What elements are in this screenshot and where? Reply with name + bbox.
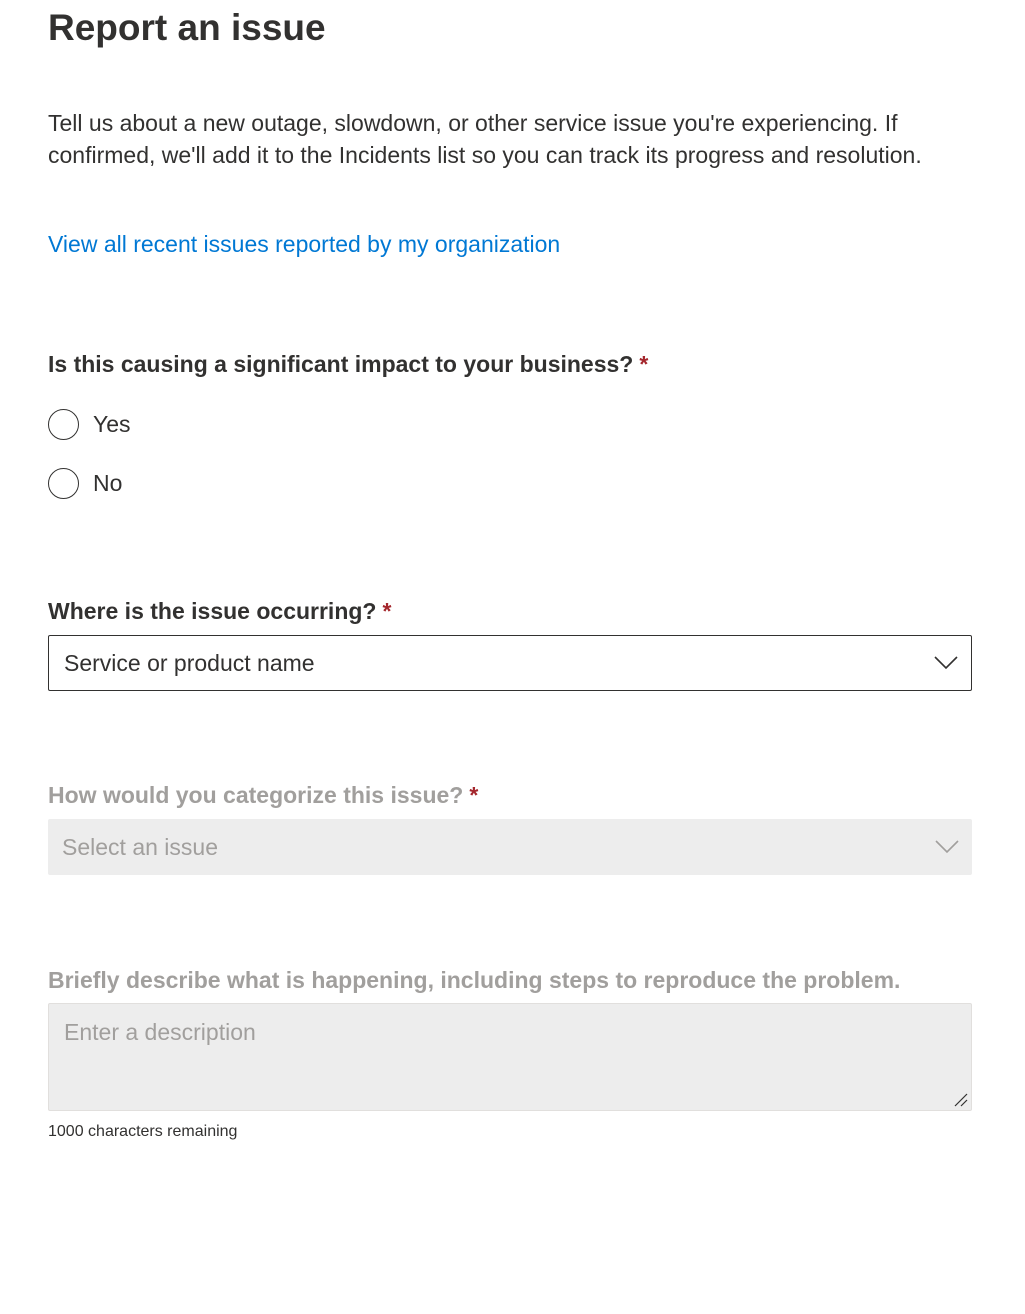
service-product-dropdown-text[interactable]: Service or product name — [64, 650, 315, 676]
category-question-text: How would you categorize this issue? — [48, 782, 464, 808]
characters-remaining-counter: 1000 characters remaining — [48, 1123, 238, 1140]
issue-category-dropdown-text: Select an issue — [62, 834, 218, 860]
intro-text: Tell us about a new outage, slowdown, or other service issue you're experiencing. If confirmed, we'll add it to the Incidents list so you can track its progress and resolution. — [48, 110, 922, 168]
impact-radio-yes-label[interactable]: Yes — [93, 411, 131, 437]
impact-radio-yes[interactable] — [48, 406, 131, 442]
chevron-down-icon[interactable] — [934, 656, 958, 670]
description-question-label: Briefly describe what is happening, including steps to reproduce the problem. — [48, 967, 901, 993]
location-question-label — [48, 596, 391, 626]
service-product-dropdown[interactable] — [48, 635, 972, 691]
required-marker: * — [469, 782, 479, 808]
description-placeholder: Enter a description — [64, 1019, 256, 1045]
category-question-label — [48, 780, 478, 810]
description-textarea — [48, 1003, 972, 1111]
required-marker: * — [382, 598, 392, 624]
resize-grip-icon — [954, 1093, 968, 1107]
impact-question-label — [48, 349, 648, 379]
required-marker: * — [639, 351, 649, 377]
impact-radio-no[interactable] — [48, 465, 122, 501]
impact-question-text: Is this causing a significant impact to your business? — [48, 351, 634, 377]
chevron-down-icon — [935, 840, 959, 854]
view-recent-issues-link[interactable]: View all recent issues reported by my organization — [48, 231, 561, 257]
radio-circle-icon[interactable] — [48, 409, 79, 440]
issue-category-dropdown — [48, 819, 972, 875]
impact-radio-no-label[interactable]: No — [93, 470, 123, 496]
location-question-text: Where is the issue occurring? — [48, 598, 377, 624]
page-title: Report an issue — [48, 7, 326, 48]
radio-circle-icon[interactable] — [48, 468, 79, 499]
